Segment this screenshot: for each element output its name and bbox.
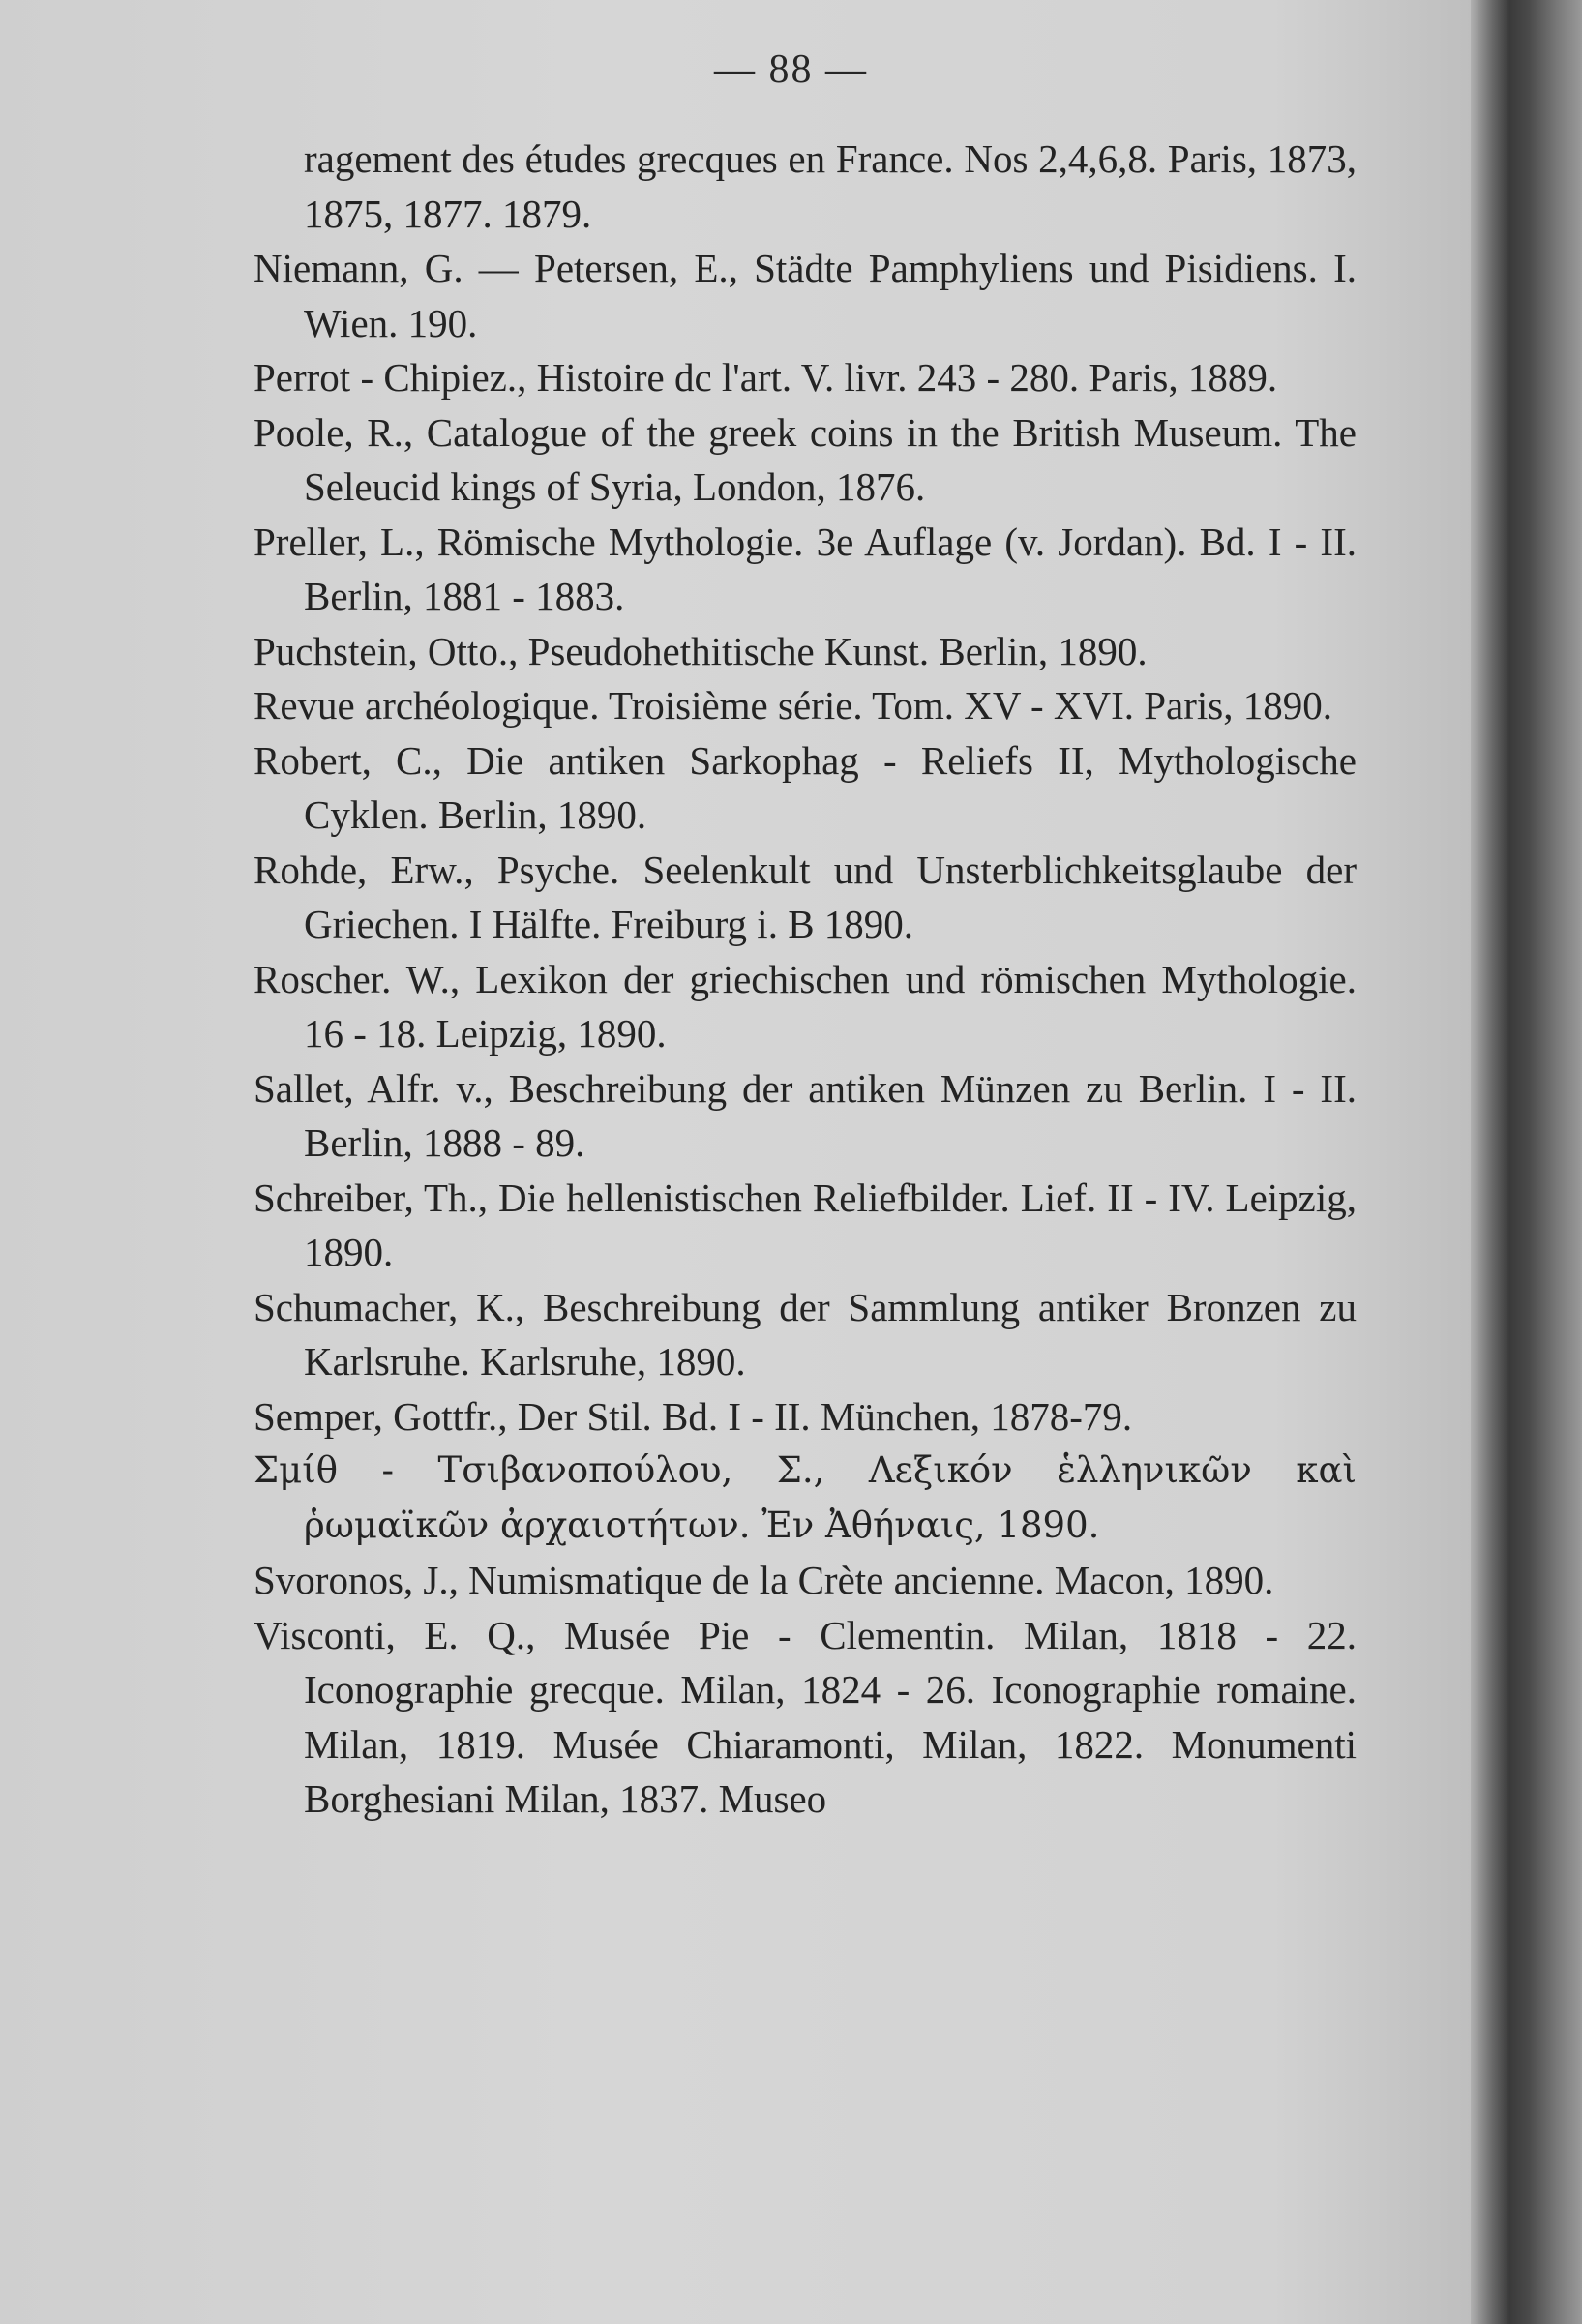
bibliography-entry: Preller, L., Römische Mythologie. 3e Auflage (v. Jordan). Bd. I - II. Berlin, 1881 - 1883. bbox=[254, 519, 1357, 618]
bibliography-entry: Poole, R., Catalogue of the greek coins in the British Museum. The Seleucid kings of Syria, London, 1876. bbox=[254, 409, 1357, 509]
bibliography-entry: Visconti, E. Q., Musée Pie - Clementin. Milan, 1818 - 22. Iconographie grecque. Milan, 1824 - 26. Iconographie romaine. Milan, 1819. Musée Chiaramonti, Milan, 1822. Monumenti Borghesiani Milan, 1837. Museo bbox=[254, 1612, 1357, 1821]
bibliography-entry: Niemann, G. — Petersen, E., Städte Pamphyliens und Pisidiens. I. Wien. 190. bbox=[254, 246, 1357, 345]
bibliography-entry: Svoronos, J., Numismatique de la Crète ancienne. Macon, 1890. bbox=[254, 1558, 1274, 1602]
bibliography-list bbox=[254, 132, 1357, 1827]
page-number: — 88 — bbox=[714, 47, 868, 92]
bibliography-entry: Robert, C., Die antiken Sarkophag - Reliefs II, Mythologische Cyklen. Berlin, 1890. bbox=[254, 737, 1357, 837]
book-spine-shadow bbox=[1471, 0, 1582, 2324]
bibliography-entry: Schumacher, K., Beschreibung der Sammlung antiker Bronzen zu Karlsruhe. Karlsruhe, 1890. bbox=[254, 1284, 1357, 1384]
bibliography-entry: Semper, Gottfr., Der Stil. Bd. I - II. München, 1878-79. bbox=[254, 1393, 1133, 1439]
bibliography-entry: Schreiber, Th., Die hellenistischen Reliefbilder. Lief. II - IV. Leipzig, 1890. bbox=[254, 1175, 1357, 1274]
bibliography-entry: Roscher. W., Lexikon der griechischen und römischen Mythologie. 16 - 18. Leipzig, 1890. bbox=[254, 956, 1357, 1056]
bibliography-entry-greek: Σμίθ - Τσιβανοπούλου, Σ., Λεξικόν ἑλληνικῶν καὶ ῥωμαϊκῶν ἀρχαιοτήτων. Ἐν Ἀθήναις, 1890. bbox=[254, 1449, 1357, 1546]
bibliography-entry: Rohde, Erw., Psyche. Seelenkult und Unsterblichkeitsglaube der Griechen. I Hälfte. Freiburg i. B 1890. bbox=[254, 847, 1357, 946]
bibliography-entry: Sallet, Alfr. v., Beschreibung der antiken Münzen zu Berlin. I - II. Berlin, 1888 - 89. bbox=[254, 1065, 1357, 1165]
bibliography-entry: ragement des études grecques en France. Nos 2,4,6,8. Paris, 1873, 1875, 1877. 1879. bbox=[304, 136, 1357, 236]
bibliography-entry: Puchstein, Otto., Pseudohethitische Kunst. Berlin, 1890. bbox=[254, 628, 1148, 673]
bibliography-entry: Perrot - Chipiez., Histoire dc l'art. V. livr. 243 - 280. Paris, 1889. bbox=[254, 355, 1278, 400]
bibliography-entry: Revue archéologique. Troisième série. Tom. XV - XVI. Paris, 1890. bbox=[254, 683, 1332, 728]
